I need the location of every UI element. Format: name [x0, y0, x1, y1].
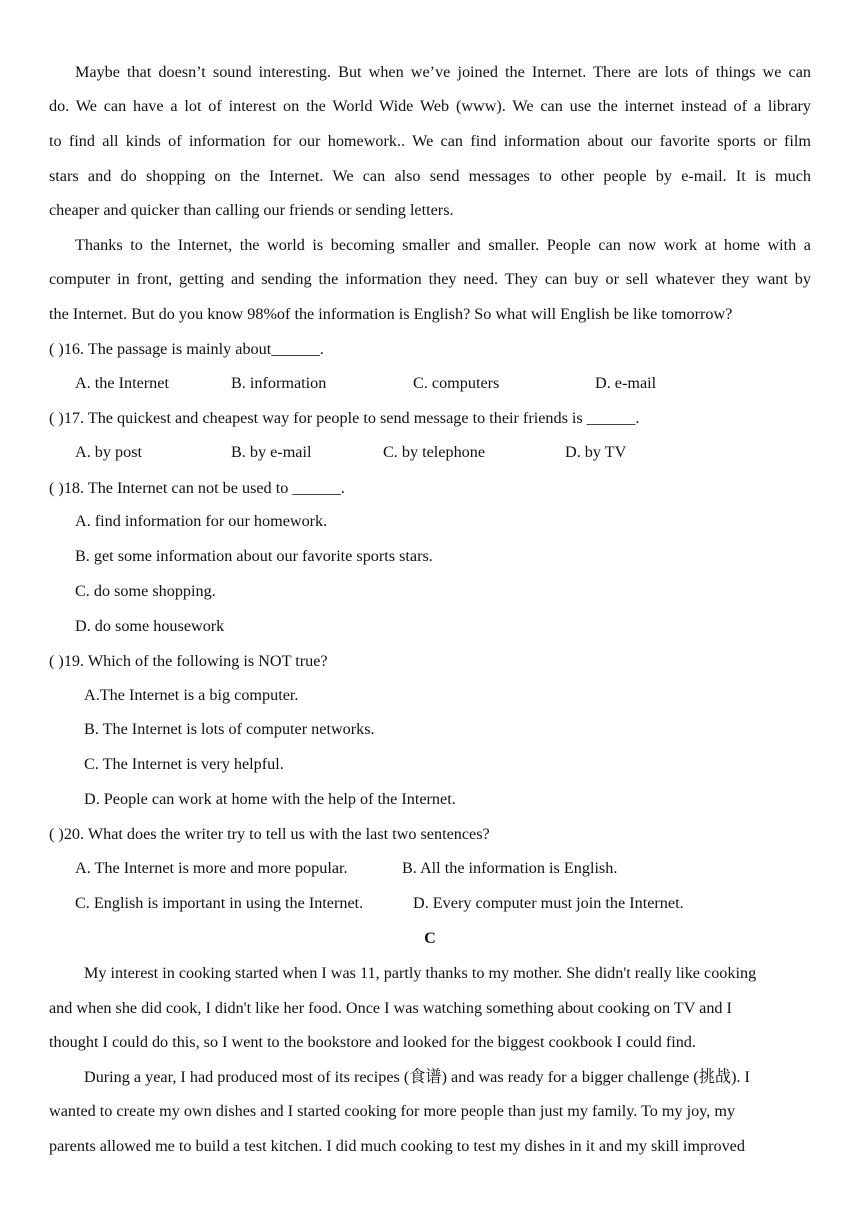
answer-option: B. get some information about our favorite sports stars.	[75, 547, 433, 565]
paragraph-line: parents allowed me to build a test kitchen. I did much cooking to test my dishes in it and my skill improved	[49, 1137, 745, 1155]
paragraph-line: Maybe that doesn’t sound interesting. But when we’ve joined the Internet. There are lots of things we can	[75, 63, 811, 81]
paragraph-line: computer in front, getting and sending the information they need. They can buy or sell whatever they want by	[49, 270, 811, 288]
answer-option: D. People can work at home with the help of the Internet.	[84, 790, 456, 808]
paragraph-line: cheaper and quicker than calling our friends or sending letters.	[49, 201, 454, 219]
answer-option: C. computers	[413, 374, 500, 392]
paragraph-line: do. We can have a lot of interest on the World Wide Web (www). We can use the internet instead of a library	[49, 97, 811, 115]
answer-option: A. by post	[75, 443, 143, 461]
paragraph-line: During a year, I had produced most of its recipes (食谱) and was ready for a bigger challenge (挑战). I	[84, 1068, 750, 1086]
answer-option: B. by e-mail	[231, 443, 312, 461]
answer-option: B. The Internet is lots of computer networks.	[84, 720, 375, 738]
question-stem: ( )17. The quickest and cheapest way for people to send message to their friends is ______.	[49, 409, 640, 427]
paragraph-line: wanted to create my own dishes and I started cooking for more people than just my family. To my joy, my	[49, 1102, 736, 1120]
answer-option: D. do some housework	[75, 617, 225, 635]
answer-option: C. English is important in using the Internet.	[75, 894, 364, 912]
question-stem: ( )20. What does the writer try to tell us with the last two sentences?	[49, 825, 490, 843]
answer-option: A. find information for our homework.	[75, 512, 328, 530]
paragraph-line: thought I could do this, so I went to the bookstore and looked for the biggest cookbook I could find.	[49, 1033, 696, 1051]
answer-option: C. by telephone	[383, 443, 486, 461]
question-stem: ( )18. The Internet can not be used to ______.	[49, 479, 345, 497]
answer-option: A.The Internet is a big computer.	[84, 686, 299, 704]
answer-option: C. The Internet is very helpful.	[84, 755, 284, 773]
answer-option: A. The Internet is more and more popular.	[75, 859, 348, 877]
answer-option: D. Every computer must join the Internet.	[413, 894, 684, 912]
paragraph-line: stars and do shopping on the Internet. We can also send messages to other people by e-mail. It is much	[49, 167, 811, 185]
answer-option: D. by TV	[565, 443, 627, 461]
paragraph-line: Thanks to the Internet, the world is becoming smaller and smaller. People can now work at home with a	[75, 236, 811, 254]
question-stem: ( )16. The passage is mainly about______.	[49, 340, 324, 358]
answer-option: C. do some shopping.	[75, 582, 216, 600]
answer-option: B. All the information is English.	[402, 859, 618, 877]
section-heading: C	[424, 929, 436, 947]
answer-option: B. information	[231, 374, 327, 392]
paragraph-line: and when she did cook, I didn't like her food. Once I was watching something about cooking on TV and I	[49, 999, 732, 1017]
answer-option: A. the Internet	[75, 374, 169, 392]
paragraph-line: My interest in cooking started when I was 11, partly thanks to my mother. She didn't really like cooking	[84, 964, 757, 982]
paragraph-line: the Internet. But do you know 98%of the information is English? So what will English be like tomorrow?	[49, 305, 733, 323]
answer-option: D. e-mail	[595, 374, 657, 392]
paragraph-line: to find all kinds of information for our homework.. We can find information about our favorite sports or film	[49, 132, 811, 150]
question-stem: ( )19. Which of the following is NOT true?	[49, 652, 328, 670]
